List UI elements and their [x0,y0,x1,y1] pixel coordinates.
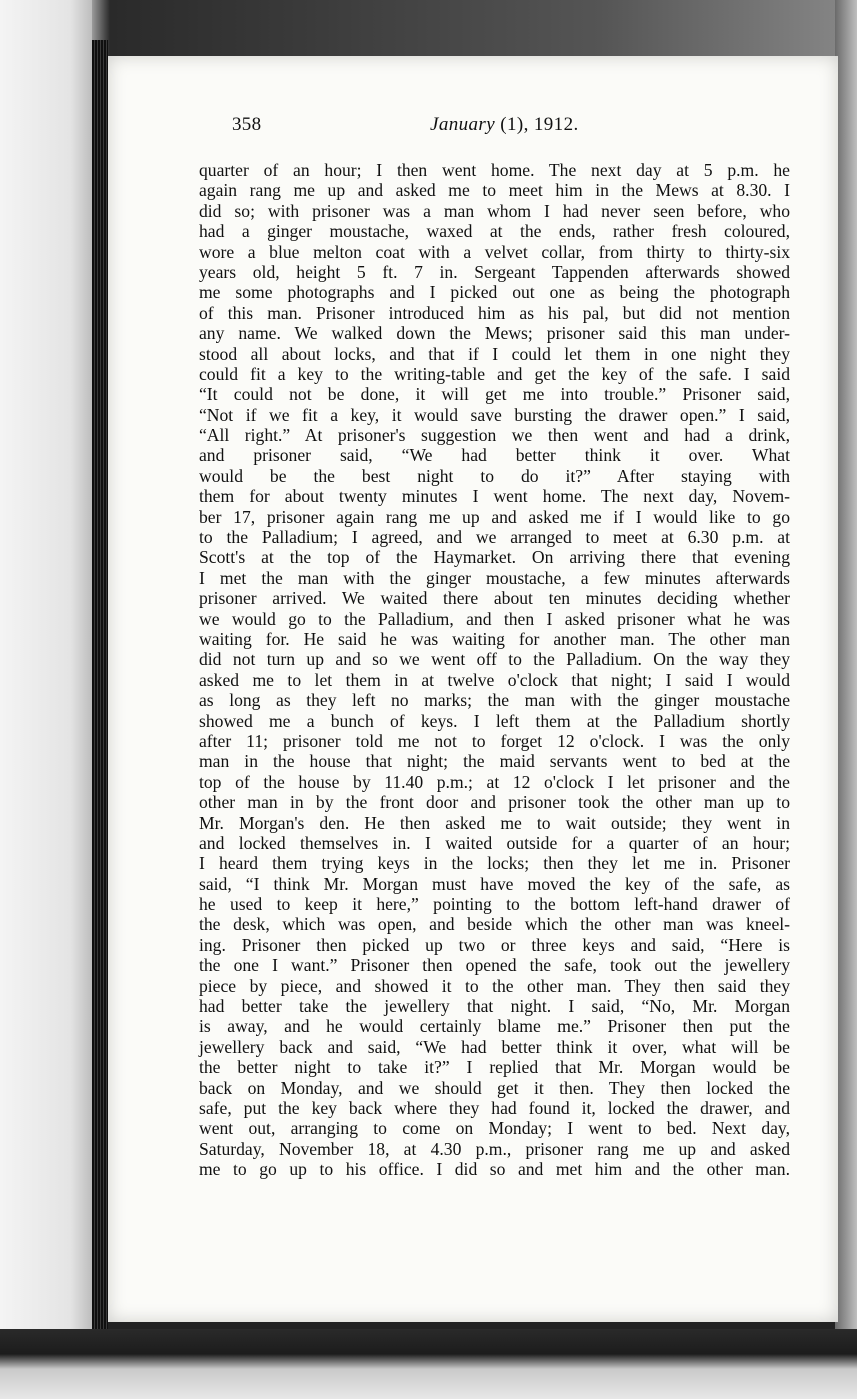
text-line: I met the man with the ginger moustache, a few minutes afterwards [199,567,790,588]
text-line: did so; with prisoner was a man whom I had never seen before, who [199,200,790,221]
text-line: piece by piece, and showed it to the other man. They then said they [199,975,790,996]
page-header [232,114,792,144]
text-line: man in the house that night; the maid servants went to bed at the [199,751,790,772]
text-line: and locked themselves in. I waited outside for a quarter of an hour; [199,832,790,853]
text-line: we would go to the Palladium, and then I asked prisoner what he was [199,608,790,629]
left-background [0,0,92,1399]
text-line: ing. Prisoner then picked up two or three keys and said, “Here is [199,934,790,955]
text-line: jewellery back and said, “We had better think it over, what will be [199,1036,790,1057]
book-page-edges [92,40,108,1340]
text-line: as long as they left no marks; the man with the ginger moustache [199,690,790,711]
text-line: Saturday, November 18, at 4.30 p.m., prisoner rang me up and asked [199,1138,790,1159]
bottom-background [0,1329,857,1399]
text-line: top of the house by 11.40 p.m.; at 12 o'clock I let prisoner and the [199,771,790,792]
text-line: and prisoner said, “We had better think it over. What [199,445,790,466]
text-line: again rang me up and asked me to meet him in the Mews at 8.30. I [199,180,790,201]
running-title [430,114,579,136]
text-line: them for about twenty minutes I went home. The next day, Novem- [199,486,790,507]
text-line: to the Palladium; I agreed, and we arranged to meet at 6.30 p.m. at [199,527,790,548]
body-text [199,160,790,1180]
text-line: said, “I think Mr. Morgan must have moved the key of the safe, as [199,873,790,894]
text-line: back on Monday, and we should get it then. They then locked the [199,1077,790,1098]
text-line: “All right.” At prisoner's suggestion we then went and had a drink, [199,425,790,446]
text-line: had better take the jewellery that night. I said, “No, Mr. Morgan [199,996,790,1017]
text-line: Mr. Morgan's den. He then asked me to wait outside; they went in [199,812,790,833]
text-line: wore a blue melton coat with a velvet collar, from thirty to thirty-six [199,241,790,262]
text-line: could fit a key to the writing-table and get the key of the safe. I said [199,363,790,384]
text-line: the desk, which was open, and beside which the other man was kneel- [199,914,790,935]
text-line: would be the best night to do it?” After staying with [199,465,790,486]
text-line: he used to keep it here,” pointing to the bottom left-hand drawer of [199,894,790,915]
text-line: waiting for. He said he was waiting for another man. The other man [199,628,790,649]
text-line: is away, and he would certainly blame me.” Prisoner then put the [199,1016,790,1037]
text-line: stood all about locks, and that if I could let them in one night they [199,343,790,364]
running-title-month: January [430,114,496,135]
text-line: asked me to let them in at twelve o'clock that night; I said I would [199,669,790,690]
text-line: “Not if we fit a key, it would save bursting the drawer open.” I said, [199,404,790,425]
running-title-date: (1), 1912. [495,114,579,135]
text-line: any name. We walked down the Mews; prisoner said this man under- [199,323,790,344]
text-line: other man in by the front door and prisoner took the other man up to [199,792,790,813]
page-number: 358 [232,114,262,135]
book-page [108,56,838,1322]
text-line: Scott's at the top of the Haymarket. On arriving there that evening [199,547,790,568]
text-line: after 11; prisoner told me not to forget 12 o'clock. I was the only [199,730,790,751]
text-line: the one I want.” Prisoner then opened the safe, took out the jewellery [199,955,790,976]
text-line: of this man. Prisoner introduced him as his pal, but did not mention [199,302,790,323]
text-line: quarter of an hour; I then went home. The next day at 5 p.m. he [199,160,790,180]
text-line: did not turn up and so we went off to the Palladium. On the way they [199,649,790,670]
text-line: safe, put the key back where they had found it, locked the drawer, and [199,1097,790,1118]
text-line: years old, height 5 ft. 7 in. Sergeant Tappenden afterwards showed [199,261,790,282]
text-line: showed me a bunch of keys. I left them at the Palladium shortly [199,710,790,731]
text-line: I heard them trying keys in the locks; then they let me in. Prisoner [199,853,790,874]
top-background [0,0,857,60]
text-line: the better night to take it?” I replied that Mr. Morgan would be [199,1057,790,1078]
text-line: me some photographs and I picked out one as being the photograph [199,282,790,303]
text-line: me to go up to his office. I did so and met him and the other man. [199,1159,790,1180]
right-background [835,0,857,1399]
text-line: ber 17, prisoner again rang me up and asked me if I would like to go [199,506,790,527]
text-line: prisoner arrived. We waited there about ten minutes deciding whether [199,588,790,609]
text-line: went out, arranging to come on Monday; I went to bed. Next day, [199,1118,790,1139]
text-line: had a ginger moustache, waxed at the ends, rather fresh coloured, [199,221,790,242]
text-line: “It could not be done, it will get me into trouble.” Prisoner said, [199,384,790,405]
